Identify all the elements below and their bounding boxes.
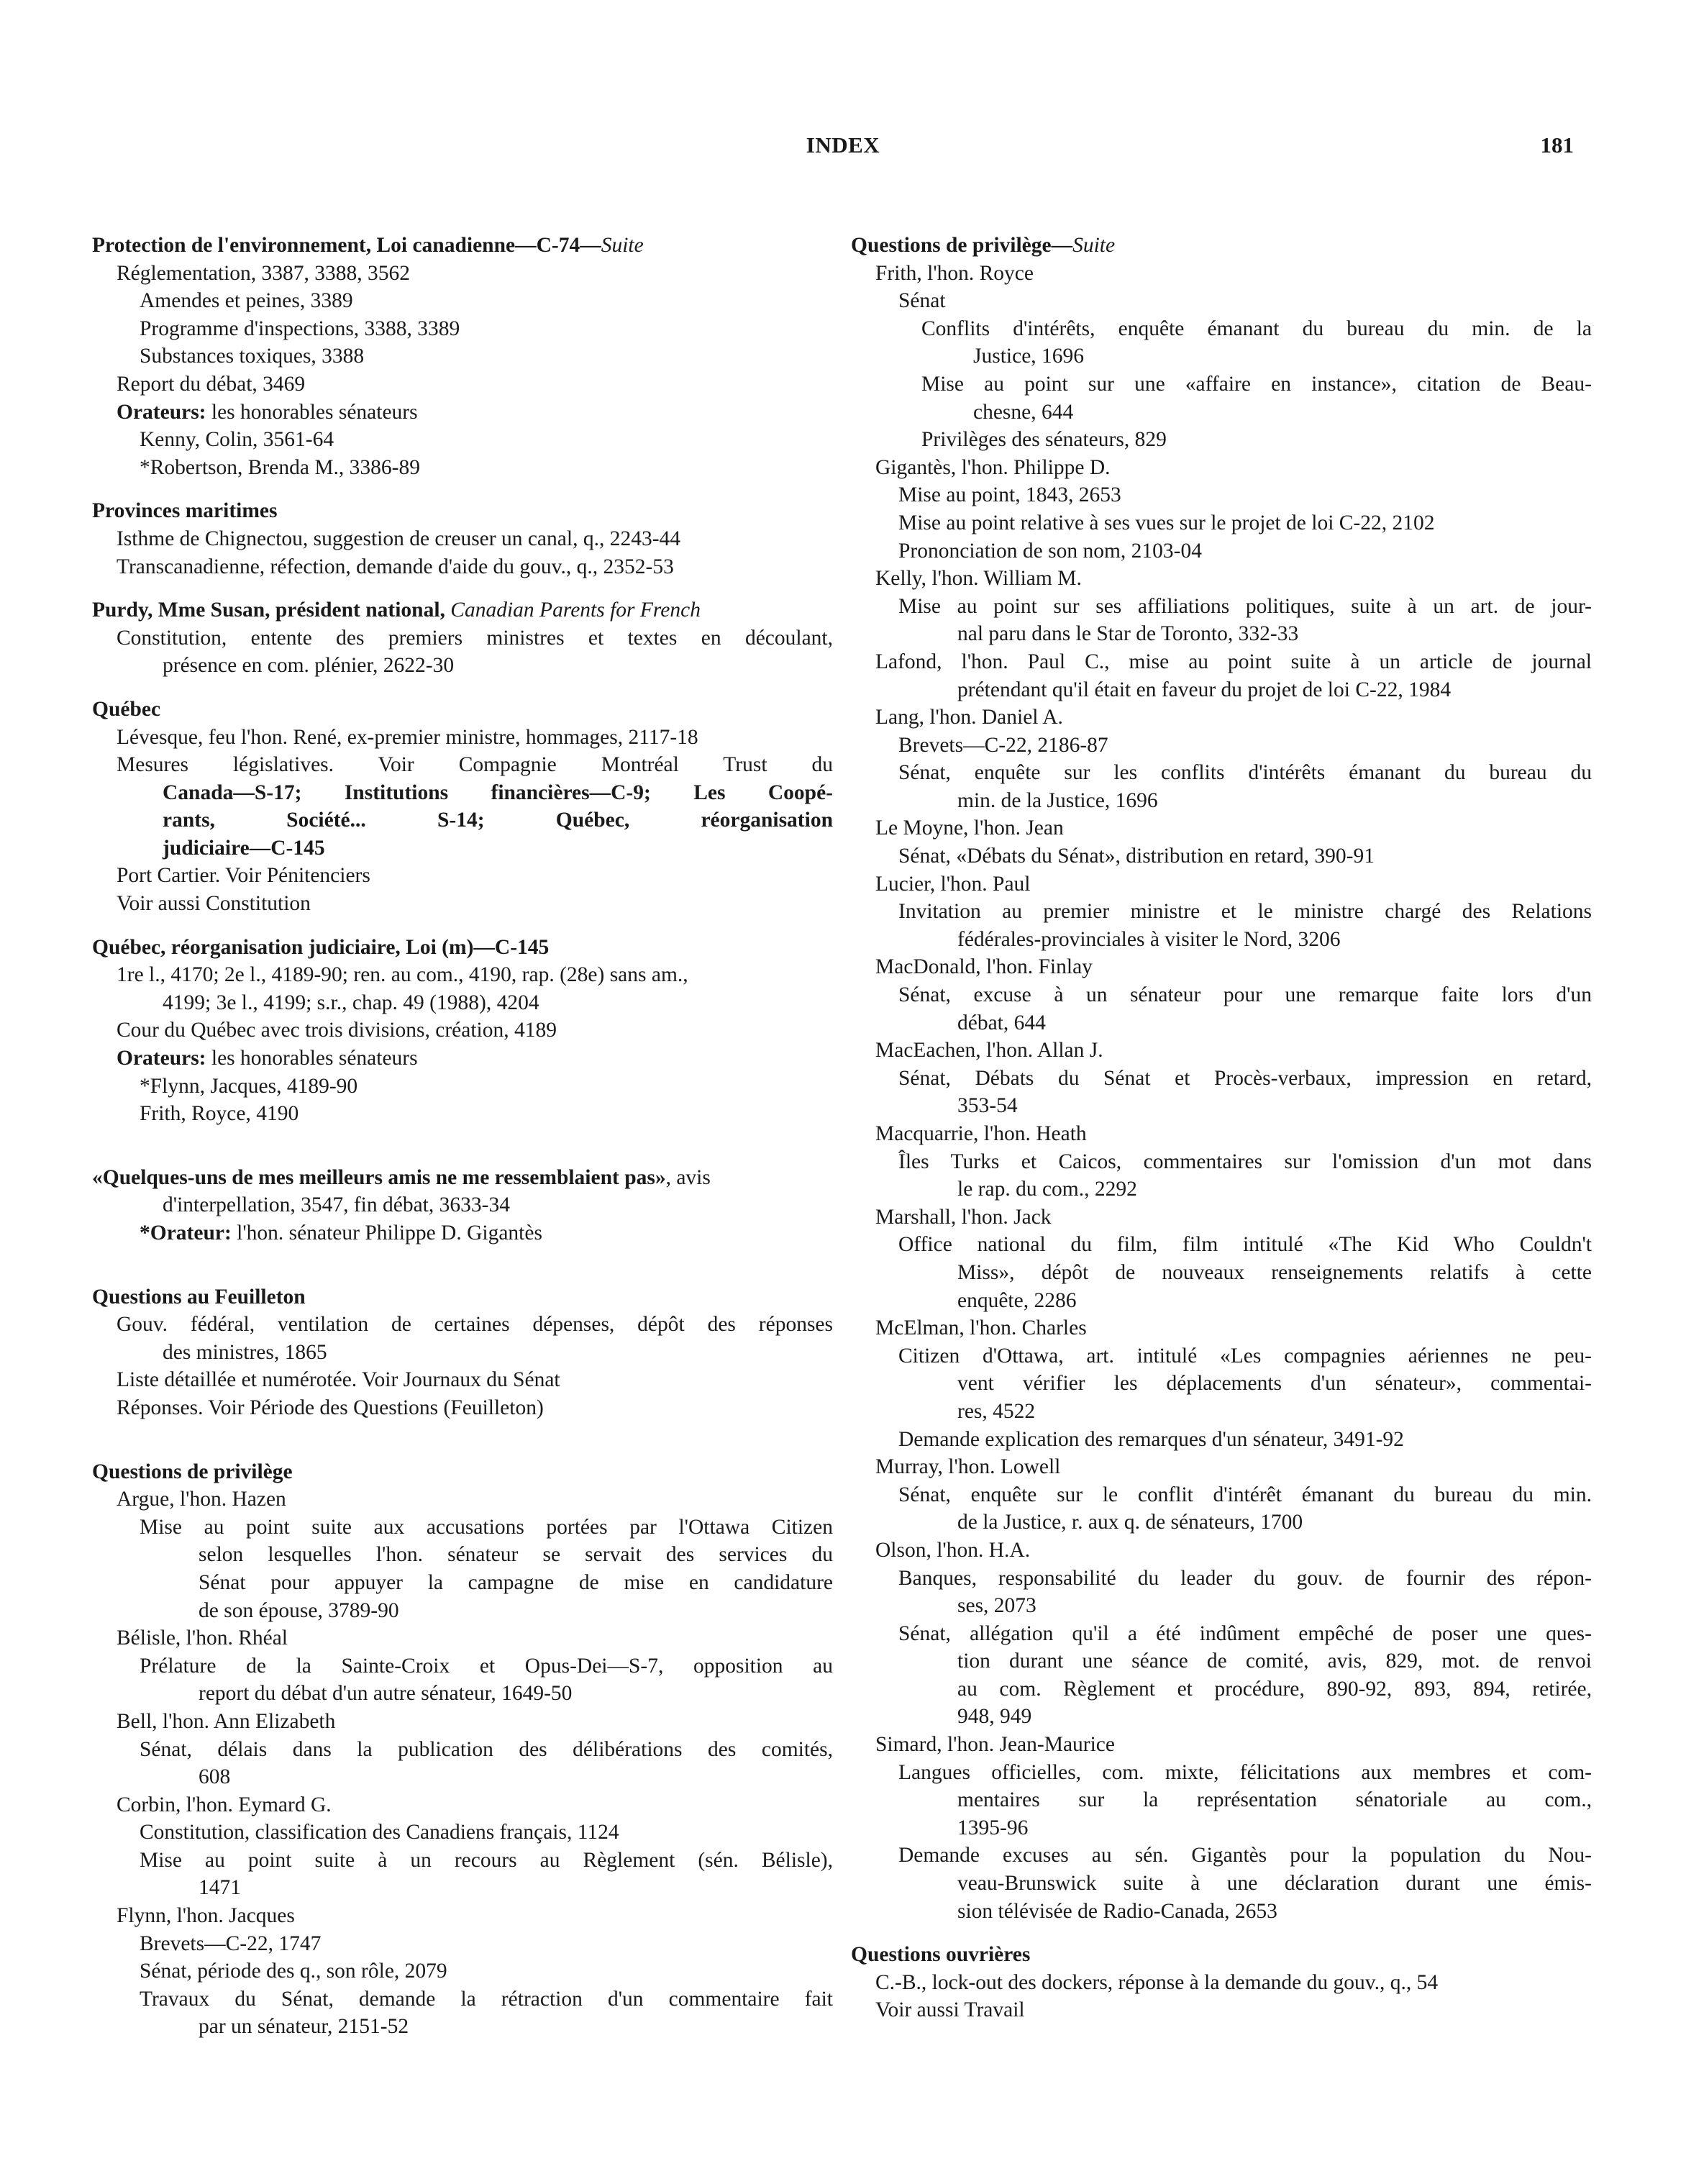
index-subentry xyxy=(851,1996,1592,2024)
subentry-text: Argue, l'hon. Hazen xyxy=(117,1488,286,1511)
subentry-text: Mise au point sur ses affiliations politiques, suite à un art. de jour- xyxy=(898,594,1592,618)
index-subentry xyxy=(92,1985,833,2014)
subentry-text: de son épouse, 3789-90 xyxy=(199,1598,399,1622)
subentry-text: Brevets—C-22, 1747 xyxy=(140,1932,322,1955)
subentry-text: Kenny, Colin, 3561-64 xyxy=(140,428,334,452)
index-heading xyxy=(92,696,833,724)
index-subentry xyxy=(851,870,1592,898)
index-subentry xyxy=(851,454,1592,482)
index-subentry xyxy=(92,652,833,680)
subentry-text: Frith, l'hon. Royce xyxy=(875,261,1034,285)
subentry-text: Sénat, Débats du Sénat et Procès-verbaux, impression en retard, xyxy=(898,1066,1592,1090)
subentry-text: Orateurs: les honorables sénateurs xyxy=(117,1047,418,1070)
subentry-text: prétendant qu'il était en faveur du projet de loi C-22, 1984 xyxy=(957,678,1452,701)
subentry-text: Sénat, «Débats du Sénat», distribution en retard, 390-91 xyxy=(898,845,1375,868)
index-subentry xyxy=(851,1842,1592,1870)
subentry-text: Bell, l'hon. Ann Elizabeth xyxy=(117,1709,336,1733)
subentry-text: Sénat, excuse à un sénateur pour une remarque faite lors d'un xyxy=(898,983,1592,1007)
subentry-text: Port Cartier. Voir Pénitenciers xyxy=(117,864,370,888)
index-subentry xyxy=(92,862,833,890)
subentry-text: Bélisle, l'hon. Rhéal xyxy=(117,1626,288,1650)
subentry-text: le rap. du com., 2292 xyxy=(957,1178,1137,1201)
index-heading xyxy=(92,1164,833,1192)
index-subentry xyxy=(92,1016,833,1045)
index-subentry xyxy=(851,260,1592,288)
subentry-text: 1re l., 4170; 2e l., 4189-90; ren. au com., 4190, rap. (28e) sans am., xyxy=(117,963,688,987)
subentry-text: ses, 2073 xyxy=(957,1594,1036,1618)
index-subentry xyxy=(851,1175,1592,1204)
subentry-text: Corbin, l'hon. Eymard G. xyxy=(117,1793,332,1816)
index-subentry xyxy=(92,624,833,652)
subentry-text: mentaires sur la représentation sénatoriale au com., xyxy=(957,1788,1592,1812)
index-subentry xyxy=(92,315,833,343)
index-subentry xyxy=(851,1287,1592,1315)
index-subentry xyxy=(92,1191,833,1219)
page-number: 181 xyxy=(1540,132,1574,158)
subentry-text: Macquarrie, l'hon. Heath xyxy=(875,1122,1087,1145)
running-head: INDEX xyxy=(806,132,880,158)
subentry-text: judiciaire—C-145 xyxy=(163,836,325,860)
heading-text: Québec, réorganisation judiciaire, Loi (m)—C-145 xyxy=(92,935,550,959)
index-subentry xyxy=(851,370,1592,399)
index-subentry xyxy=(851,1314,1592,1342)
index-subentry xyxy=(92,2013,833,2041)
index-subentry xyxy=(92,1541,833,1569)
index-subentry xyxy=(851,842,1592,870)
subentry-text: des ministres, 1865 xyxy=(163,1340,327,1364)
subentry-text: Sénat, allégation qu'il a été indûment empêché de poser une ques- xyxy=(898,1621,1592,1645)
subentry-text: Liste détaillée et numérotée. Voir Journaux du Sénat xyxy=(117,1368,560,1392)
index-subentry xyxy=(92,525,833,553)
index-heading xyxy=(92,497,833,525)
subentry-text: chesne, 644 xyxy=(973,400,1074,424)
index-subentry xyxy=(92,751,833,779)
subentry-text: Mise au point suite à un recours au Règlement (sén. Bélisle), xyxy=(140,1848,833,1872)
index-subentry xyxy=(851,1537,1592,1565)
subentry-text: Demande excuses au sén. Gigantès pour la population du Nou- xyxy=(898,1844,1592,1867)
subentry-text: Mise au point suite aux accusations portées par l'Ottawa Citizen xyxy=(140,1515,833,1539)
index-subentry xyxy=(92,1073,833,1101)
index-heading xyxy=(92,232,833,260)
index-subentry xyxy=(851,1731,1592,1759)
index-subentry xyxy=(851,1037,1592,1065)
heading-text: Protection de l'environnement, Loi canadienne—C-74— xyxy=(92,234,601,257)
index-subentry xyxy=(851,1398,1592,1426)
subentry-text: Transcanadienne, réfection, demande d'aide du gouv., q., 2352-53 xyxy=(117,555,674,578)
index-subentry xyxy=(92,1930,833,1958)
subentry-text: Sénat, délais dans la publication des délibérations des comités, xyxy=(140,1737,833,1761)
index-subentry xyxy=(92,1569,833,1597)
index-subentry xyxy=(851,399,1592,427)
index-subentry xyxy=(92,1624,833,1652)
subentry-text: Îles Turks et Caicos, commentaires sur l'omission d'un mot dans xyxy=(898,1150,1592,1173)
subentry-text: report du débat d'un autre sénateur, 1649-50 xyxy=(199,1682,573,1706)
subentry-text: Privilèges des sénateurs, 829 xyxy=(921,428,1167,452)
subentry-text: C.-B., lock-out des dockers, réponse à la demande du gouv., q., 54 xyxy=(875,1970,1439,1994)
index-subentry xyxy=(851,1231,1592,1259)
index-subentry xyxy=(851,1620,1592,1648)
subentry-text: min. de la Justice, 1696 xyxy=(957,788,1158,812)
subentry-text: Kelly, l'hon. William M. xyxy=(875,567,1082,591)
index-subentry xyxy=(92,1100,833,1128)
subentry-text: Orateurs: les honorables sénateurs xyxy=(117,400,418,424)
index-subentry xyxy=(92,1366,833,1394)
index-subentry xyxy=(92,1847,833,1875)
index-subentry xyxy=(851,1898,1592,1926)
subentry-text: 1395-96 xyxy=(957,1816,1029,1839)
subentry-text: Murray, l'hon. Lowell xyxy=(875,1455,1061,1479)
index-subentry xyxy=(851,565,1592,593)
index-subentry xyxy=(92,1394,833,1422)
subentry-text: fédérales-provinciales à visiter le Nord, 3206 xyxy=(957,927,1341,951)
heading-text: Questions ouvrières xyxy=(851,1943,1031,1967)
index-subentry xyxy=(851,1786,1592,1814)
subentry-text: Lafond, l'hon. Paul C., mise au point suite à un article de journal xyxy=(875,650,1592,673)
index-subentry xyxy=(851,1453,1592,1481)
index-subentry xyxy=(851,315,1592,343)
subentry-text: Sénat xyxy=(898,289,946,313)
index-heading xyxy=(851,232,1592,260)
index-subentry xyxy=(851,1969,1592,1997)
subentry-text: Mise au point, 1843, 2653 xyxy=(898,483,1121,507)
subentry-text: Voir aussi Constitution xyxy=(117,892,311,916)
subentry-text: nal paru dans le Star de Toronto, 332-33 xyxy=(957,622,1299,646)
index-subentry xyxy=(851,620,1592,648)
subentry-text: Simard, l'hon. Jean-Maurice xyxy=(875,1733,1115,1757)
index-subentry xyxy=(92,779,833,807)
index-subentry xyxy=(851,537,1592,565)
index-subentry xyxy=(92,426,833,454)
right-column xyxy=(851,232,1592,2024)
index-heading xyxy=(851,1941,1592,1969)
index-subentry xyxy=(851,1009,1592,1037)
subentry-text: Frith, Royce, 4190 xyxy=(140,1102,299,1126)
heading-text: Provinces maritimes xyxy=(92,499,278,523)
index-subentry xyxy=(851,342,1592,370)
subentry-text: Substances toxiques, 3388 xyxy=(140,345,365,368)
index-subentry xyxy=(92,1708,833,1736)
subentry-text: Invitation au premier ministre et le ministre chargé des Relations xyxy=(898,900,1592,924)
index-subentry xyxy=(851,1509,1592,1537)
index-subentry xyxy=(851,981,1592,1009)
heading-text: «Quelques-uns de mes meilleurs amis ne me ressemblaient pas» xyxy=(92,1165,666,1189)
index-subentry xyxy=(851,1120,1592,1148)
index-subentry xyxy=(851,676,1592,704)
heading-text: Questions de privilège xyxy=(92,1460,293,1483)
index-subentry xyxy=(851,759,1592,787)
subentry-text: Langues officielles, com. mixte, félicitations aux membres et com- xyxy=(898,1760,1592,1784)
subentry-text: Sénat, enquête sur les conflits d'intérêts émanant du bureau du xyxy=(898,761,1592,785)
index-subentry xyxy=(851,1759,1592,1787)
subentry-text: Le Moyne, l'hon. Jean xyxy=(875,816,1064,840)
subentry-text: Prélature de la Sainte-Croix et Opus-Dei—S-7, opposition au xyxy=(140,1654,833,1678)
heading-text: Questions de privilège— xyxy=(851,234,1073,257)
index-subentry xyxy=(92,1680,833,1708)
index-subentry xyxy=(851,1703,1592,1731)
subentry-text: 1471 xyxy=(199,1876,241,1900)
index-subentry xyxy=(851,593,1592,621)
index-subentry xyxy=(851,1870,1592,1898)
subentry-text: présence en com. plénier, 2622-30 xyxy=(163,654,455,678)
index-subentry xyxy=(92,1902,833,1930)
subentry-text: par un sénateur, 2151-52 xyxy=(199,2015,409,2039)
subentry-text: Gigantès, l'hon. Philippe D. xyxy=(875,455,1111,479)
subentry-text: Réglementation, 3387, 3388, 3562 xyxy=(117,261,411,285)
subentry-text: *Orateur: l'hon. sénateur Philippe D. Gigantès xyxy=(140,1221,542,1245)
subentry-text: Marshall, l'hon. Jack xyxy=(875,1205,1052,1229)
index-subentry xyxy=(851,926,1592,954)
subentry-text: Réponses. Voir Période des Questions (Feuilleton) xyxy=(117,1396,544,1419)
subentry-text: Lucier, l'hon. Paul xyxy=(875,872,1031,896)
heading-suffix: Suite xyxy=(1072,234,1116,257)
subentry-text: selon lesquelles l'hon. sénateur se servait des services du xyxy=(199,1543,833,1567)
heading-suffix: , avis xyxy=(665,1165,711,1189)
subentry-text: Sénat, enquête sur le conflit d'intérêt émanant du bureau du min. xyxy=(898,1483,1592,1506)
heading-text: Québec xyxy=(92,697,161,721)
index-subentry xyxy=(851,1092,1592,1120)
index-subentry xyxy=(851,287,1592,315)
index-subentry xyxy=(92,1045,833,1073)
subentry-text: Travaux du Sénat, demande la rétraction d'un commentaire fait xyxy=(140,1987,833,2011)
subentry-text: Flynn, l'hon. Jacques xyxy=(117,1904,295,1928)
index-subentry xyxy=(851,1565,1592,1593)
index-subentry xyxy=(851,1481,1592,1509)
index-subentry xyxy=(851,1675,1592,1703)
subentry-text: vent vérifier les déplacements d'un sénateur», commentai- xyxy=(957,1372,1592,1396)
subentry-text: Report du débat, 3469 xyxy=(117,372,306,396)
subentry-text: Programme d'inspections, 3388, 3389 xyxy=(140,317,460,340)
subentry-text: Gouv. fédéral, ventilation de certaines dépenses, dépôt des réponses xyxy=(117,1313,833,1337)
subentry-text: 608 xyxy=(199,1765,231,1789)
index-subentry xyxy=(92,1763,833,1791)
subentry-text: Sénat, période des q., son rôle, 2079 xyxy=(140,1960,447,1983)
index-subentry xyxy=(851,1065,1592,1093)
index-subentry xyxy=(851,1814,1592,1842)
subentry-text: 948, 949 xyxy=(957,1705,1032,1729)
index-heading xyxy=(92,1458,833,1486)
index-subentry xyxy=(92,370,833,399)
index-subentry xyxy=(92,961,833,989)
index-subentry xyxy=(92,806,833,834)
subentry-text: Lang, l'hon. Daniel A. xyxy=(875,706,1063,729)
subentry-text: res, 4522 xyxy=(957,1399,1036,1423)
subentry-text: Mise au point relative à ses vues sur le projet de loi C-22, 2102 xyxy=(898,511,1435,534)
subentry-text: MacDonald, l'hon. Finlay xyxy=(875,955,1093,979)
subentry-text: Cour du Québec avec trois divisions, création, 4189 xyxy=(117,1019,557,1042)
index-subentry xyxy=(851,1148,1592,1176)
subentry-text: Isthme de Chignectou, suggestion de creuser un canal, q., 2243-44 xyxy=(117,527,681,550)
subentry-text: enquête, 2286 xyxy=(957,1288,1077,1312)
index-subentry xyxy=(851,1592,1592,1620)
index-subentry xyxy=(851,1342,1592,1370)
subentry-text: Conflits d'intérêts, enquête émanant du bureau du min. de la xyxy=(921,317,1592,340)
index-subentry xyxy=(851,1647,1592,1675)
heading-text: Purdy, Mme Susan, président national, xyxy=(92,599,451,622)
subentry-text: Sénat pour appuyer la campagne de mise en candidature xyxy=(199,1570,833,1594)
subentry-text: Olson, l'hon. H.A. xyxy=(875,1538,1031,1562)
index-subentry xyxy=(851,1204,1592,1232)
subentry-text: Constitution, entente des premiers ministres et textes en découlant, xyxy=(117,626,833,650)
subentry-text: MacEachen, l'hon. Allan J. xyxy=(875,1039,1103,1063)
subentry-text: veau-Brunswick suite à une déclaration durant une émis- xyxy=(957,1872,1592,1896)
subentry-text: Justice, 1696 xyxy=(973,345,1085,368)
index-subentry xyxy=(851,953,1592,981)
index-subentry xyxy=(92,1791,833,1819)
index-subentry xyxy=(92,1339,833,1367)
subentry-text: Constitution, classification des Canadiens français, 1124 xyxy=(140,1821,619,1844)
index-subentry xyxy=(851,1259,1592,1287)
subentry-text: Banques, responsabilité du leader du gouv. de fournir des répon- xyxy=(898,1566,1592,1590)
subentry-text: McElman, l'hon. Charles xyxy=(875,1316,1087,1340)
index-subentry xyxy=(851,648,1592,676)
subentry-text: sion télévisée de Radio-Canada, 2653 xyxy=(957,1899,1277,1923)
index-subentry xyxy=(92,890,833,918)
index-subentry xyxy=(92,1311,833,1339)
index-subentry xyxy=(851,481,1592,509)
subentry-text: au com. Règlement et procédure, 890-92, 893, 894, retirée, xyxy=(957,1677,1592,1701)
index-subentry xyxy=(92,989,833,1017)
index-subentry xyxy=(92,553,833,581)
heading-suffix: Canadian Parents for French xyxy=(450,599,701,622)
subentry-text: 353-54 xyxy=(957,1094,1018,1118)
index-subentry xyxy=(851,1370,1592,1398)
subentry-text: Lévesque, feu l'hon. René, ex-premier ministre, hommages, 2117-18 xyxy=(117,725,698,749)
index-subentry xyxy=(851,509,1592,537)
index-subentry xyxy=(92,1819,833,1847)
index-subentry xyxy=(92,287,833,315)
subentry-text: rants, Société... S-14; Québec, réorganisation xyxy=(163,809,833,832)
index-subentry xyxy=(851,787,1592,815)
subentry-text: Prononciation de son nom, 2103-04 xyxy=(898,539,1202,563)
index-heading xyxy=(92,934,833,962)
heading-text: Questions au Feuilleton xyxy=(92,1285,306,1309)
subentry-text: Amendes et peines, 3389 xyxy=(140,289,353,313)
index-subentry xyxy=(851,1426,1592,1454)
index-subentry xyxy=(851,704,1592,732)
index-subentry xyxy=(851,426,1592,454)
left-column xyxy=(92,232,833,2041)
subentry-text: Brevets—C-22, 2186-87 xyxy=(898,733,1108,757)
index-heading xyxy=(92,596,833,624)
heading-suffix: Suite xyxy=(601,234,644,257)
index-subentry xyxy=(92,454,833,482)
index-subentry xyxy=(92,1957,833,1985)
index-subentry xyxy=(92,1597,833,1625)
index-subentry xyxy=(92,834,833,863)
subentry-text: 4199; 3e l., 4199; s.r., chap. 49 (1988), 4204 xyxy=(163,991,539,1014)
subentry-text: Mesures législatives. Voir Compagnie Montréal Trust du xyxy=(117,753,833,777)
subentry-text: Citizen d'Ottawa, art. intitulé «Les compagnies aériennes ne peu- xyxy=(898,1344,1592,1368)
index-subentry xyxy=(92,342,833,370)
subentry-text: Miss», dépôt de nouveaux renseignements relatifs à cette xyxy=(957,1260,1592,1284)
index-subentry xyxy=(92,1652,833,1680)
subentry-text: *Flynn, Jacques, 4189-90 xyxy=(140,1074,358,1098)
index-subentry xyxy=(92,1485,833,1514)
index-subentry xyxy=(92,1219,833,1247)
index-heading xyxy=(92,1283,833,1311)
index-subentry xyxy=(92,1874,833,1902)
subentry-text: Office national du film, film intitulé «The Kid Who Couldn't xyxy=(898,1233,1592,1257)
subentry-text: d'interpellation, 3547, fin débat, 3633-34 xyxy=(163,1193,510,1217)
subentry-text: Canada—S-17; Institutions financières—C-9; Les Coopé- xyxy=(163,781,833,804)
subentry-text: Mise au point sur une «affaire en instance», citation de Beau- xyxy=(921,372,1592,396)
subentry-text: débat, 644 xyxy=(957,1011,1046,1034)
index-subentry xyxy=(92,399,833,427)
index-subentry xyxy=(851,732,1592,760)
subentry-text: Voir aussi Travail xyxy=(875,1998,1025,2022)
index-subentry xyxy=(851,898,1592,926)
index-subentry xyxy=(92,724,833,752)
subentry-text: Demande explication des remarques d'un sénateur, 3491-92 xyxy=(898,1427,1404,1451)
subentry-text: de la Justice, r. aux q. de sénateurs, 1700 xyxy=(957,1511,1303,1534)
subentry-text: *Robertson, Brenda M., 3386-89 xyxy=(140,455,421,479)
subentry-text: tion durant une séance de comité, avis, 829, mot. de renvoi xyxy=(957,1650,1592,1673)
index-subentry xyxy=(92,1514,833,1542)
index-subentry xyxy=(92,1736,833,1764)
index-subentry xyxy=(851,814,1592,842)
index-subentry xyxy=(92,260,833,288)
